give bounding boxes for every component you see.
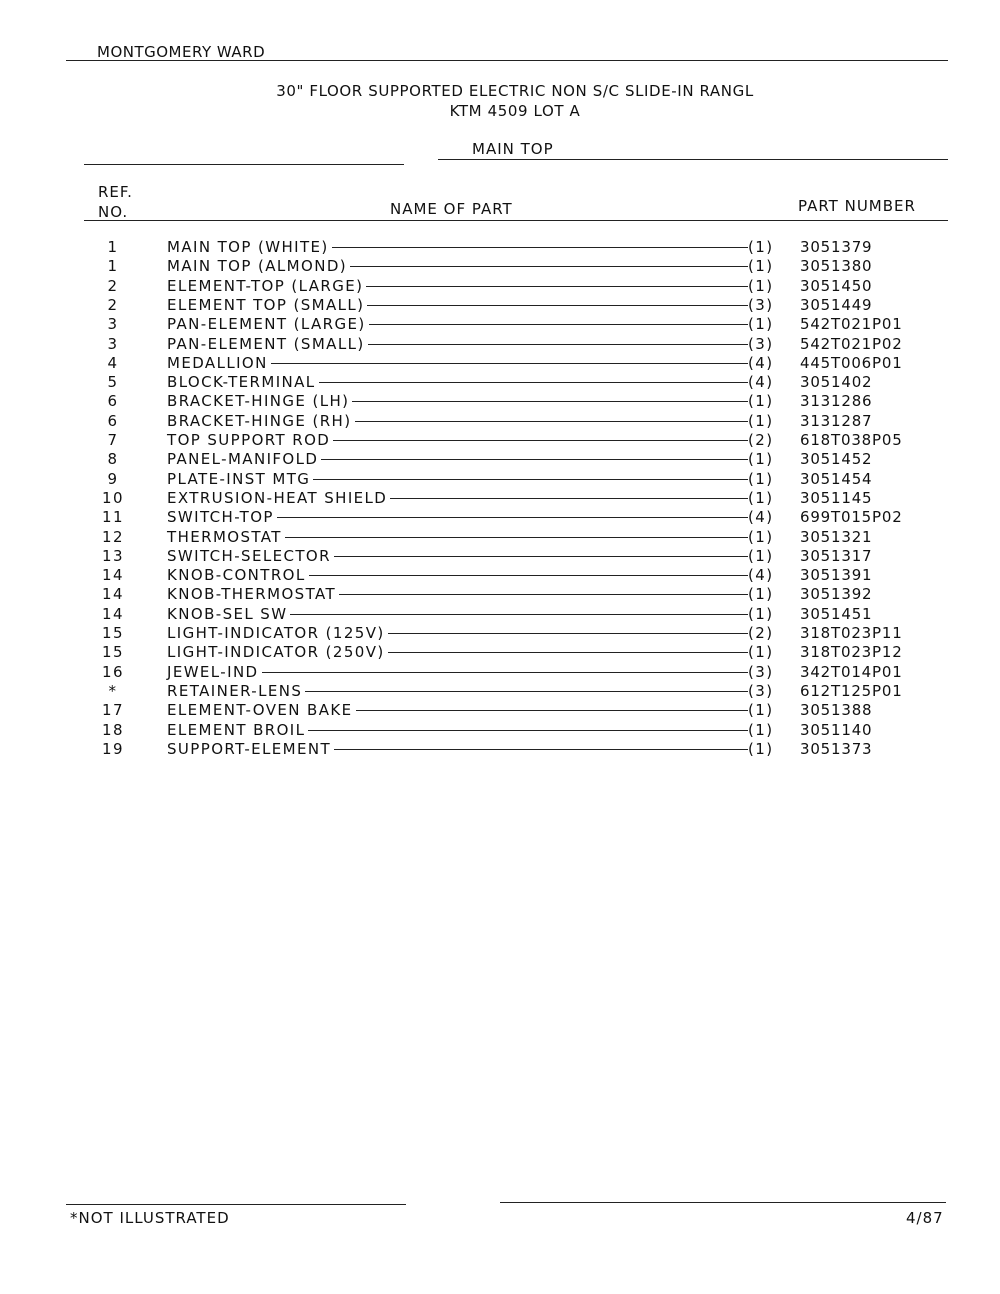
ref-number: 16 [102, 662, 124, 681]
table-row [0, 373, 1000, 392]
part-quantity: (4) [748, 353, 774, 372]
part-number: 3051321 [800, 527, 873, 546]
ref-number: * [108, 681, 118, 700]
part-quantity: (1) [748, 238, 774, 256]
ref-number: 14 [102, 566, 124, 585]
leader-line [333, 440, 748, 441]
table-row [0, 470, 1000, 489]
part-quantity: (1) [748, 488, 774, 507]
table-row [0, 740, 1000, 759]
part-number: 3051140 [800, 720, 873, 739]
ref-number: 17 [102, 701, 124, 720]
table-row [0, 296, 1000, 315]
part-number-column-header: PART NUMBER [798, 197, 916, 215]
ref-number: 19 [102, 739, 124, 758]
part-name: LIGHT-INDICATOR (250V) [167, 643, 385, 662]
ref-number: 4 [107, 353, 119, 372]
table-row [0, 392, 1000, 411]
part-number: 3131287 [800, 411, 873, 430]
ref-number: 7 [107, 431, 119, 449]
part-quantity: (3) [748, 295, 774, 314]
table-row [0, 354, 1000, 373]
ref-number: 13 [102, 546, 124, 565]
table-row [0, 450, 1000, 469]
part-quantity: (2) [748, 431, 774, 449]
table-row [0, 624, 1000, 643]
part-number: 445T006P01 [800, 353, 903, 372]
ref-number: 10 [102, 488, 124, 507]
part-quantity: (1) [748, 392, 774, 411]
ref-number: 6 [107, 392, 119, 411]
part-number: 3051380 [800, 257, 873, 276]
header-rule [66, 60, 948, 61]
ref-number: 5 [107, 373, 119, 392]
table-row [0, 257, 1000, 276]
part-name: MAIN TOP (WHITE) [167, 238, 329, 256]
table-row [0, 528, 1000, 547]
part-quantity: (1) [748, 527, 774, 546]
part-number: 3051402 [800, 373, 873, 392]
leader-line [366, 286, 748, 287]
part-name: RETAINER-LENS [167, 681, 303, 700]
part-number: 542T021P02 [800, 334, 903, 353]
part-number: 3051145 [800, 488, 873, 507]
part-number: 3051379 [800, 238, 873, 256]
part-quantity: (4) [748, 566, 774, 585]
part-quantity: (4) [748, 508, 774, 527]
part-number: 3051450 [800, 276, 873, 295]
part-quantity: (1) [748, 315, 774, 334]
leader-line [319, 382, 748, 383]
section-rule-right [438, 159, 948, 160]
part-number: 318T023P12 [800, 643, 903, 662]
part-quantity: (1) [748, 585, 774, 604]
leader-line [356, 710, 748, 711]
table-row [0, 508, 1000, 527]
part-name: PAN-ELEMENT (SMALL) [167, 334, 365, 353]
part-name: SUPPORT-ELEMENT [167, 739, 332, 758]
table-row [0, 431, 1000, 450]
part-number: 3051388 [800, 701, 873, 720]
table-row [0, 412, 1000, 431]
part-name: PLATE-INST MTG [167, 469, 311, 488]
part-name: JEWEL-IND [167, 662, 259, 681]
leader-line [277, 517, 748, 518]
part-number: 318T023P11 [800, 624, 903, 642]
table-row [0, 547, 1000, 566]
ref-column-header: REF. [98, 183, 133, 201]
part-name: BRACKET-HINGE (RH) [167, 411, 352, 430]
part-number: 542T021P01 [800, 315, 903, 334]
ref-number: 15 [102, 624, 124, 642]
leader-line [262, 672, 748, 673]
part-number: 3131286 [800, 392, 873, 411]
table-row [0, 489, 1000, 508]
table-row [0, 663, 1000, 682]
table-row [0, 605, 1000, 624]
table-row [0, 682, 1000, 701]
part-quantity: (1) [748, 720, 774, 739]
leader-line [390, 498, 748, 499]
part-number: 3051454 [800, 469, 873, 488]
part-name: SWITCH-TOP [167, 508, 274, 527]
part-number: 3051391 [800, 566, 873, 585]
ref-number: 3 [107, 315, 119, 334]
leader-line [352, 401, 748, 402]
ref-number: 15 [102, 643, 124, 662]
part-quantity: (3) [748, 334, 774, 353]
leader-line [308, 730, 748, 731]
table-row [0, 238, 1000, 257]
table-row [0, 277, 1000, 296]
part-quantity: (1) [748, 469, 774, 488]
table-row [0, 585, 1000, 604]
column-header-rule [84, 220, 948, 221]
part-quantity: (1) [748, 739, 774, 758]
ref-number: 18 [102, 720, 124, 739]
leader-line [367, 305, 748, 306]
part-name: MAIN TOP (ALMOND) [167, 257, 348, 276]
ref-number: 2 [107, 295, 119, 314]
leader-line [339, 594, 748, 595]
section-title: MAIN TOP [472, 140, 554, 158]
table-row [0, 315, 1000, 334]
leader-line [309, 575, 748, 576]
table-row [0, 643, 1000, 662]
name-column-header: NAME OF PART [390, 200, 513, 218]
ref-number: 2 [107, 276, 119, 295]
ref-number: 6 [107, 411, 119, 430]
part-number: 3051451 [800, 604, 873, 623]
part-quantity: (4) [748, 373, 774, 392]
ref-number: 12 [102, 527, 124, 546]
part-name: BRACKET-HINGE (LH) [167, 392, 350, 411]
ref-number: 1 [107, 257, 119, 276]
leader-line [321, 459, 748, 460]
leader-line [334, 749, 748, 750]
table-row [0, 721, 1000, 740]
leader-line [305, 691, 748, 692]
part-quantity: (2) [748, 624, 774, 642]
part-number: 3051317 [800, 546, 873, 565]
part-name: ELEMENT-OVEN BAKE [167, 701, 353, 720]
ref-number: 3 [107, 334, 119, 353]
table-row [0, 566, 1000, 585]
part-name: KNOB-SEL SW [167, 604, 288, 623]
leader-line [285, 537, 748, 538]
model-lot: KTM 4509 LOT A [449, 102, 581, 120]
part-name: TOP SUPPORT ROD [167, 431, 331, 449]
part-quantity: (1) [748, 701, 774, 720]
part-quantity: (1) [748, 643, 774, 662]
part-number: 3051452 [800, 450, 873, 469]
leader-line [334, 556, 748, 557]
part-quantity: (1) [748, 257, 774, 276]
part-name: ELEMENT BROIL [167, 720, 306, 739]
leader-line [350, 266, 748, 267]
leader-line [355, 421, 748, 422]
footer-rule-left [66, 1204, 406, 1205]
part-name: PAN-ELEMENT (LARGE) [167, 315, 366, 334]
part-name: KNOB-THERMOSTAT [167, 585, 337, 604]
leader-line [271, 363, 748, 364]
part-quantity: (1) [748, 411, 774, 430]
part-quantity: (1) [748, 276, 774, 295]
part-number: 342T014P01 [800, 662, 903, 681]
part-name: PANEL-MANIFOLD [167, 450, 319, 469]
part-name: EXTRUSION-HEAT SHIELD [167, 488, 388, 507]
ref-number: 14 [102, 585, 124, 604]
ref-number: 14 [102, 604, 124, 623]
part-number: 3051392 [800, 585, 873, 604]
ref-number: 8 [107, 450, 119, 469]
part-number: 699T015P02 [800, 508, 903, 527]
part-number: 3051449 [800, 295, 873, 314]
part-number: 618T038P05 [800, 431, 903, 449]
leader-line [388, 652, 748, 653]
section-rule-left [84, 164, 404, 165]
part-name: ELEMENT TOP (SMALL) [167, 295, 365, 314]
part-quantity: (3) [748, 662, 774, 681]
part-quantity: (1) [748, 604, 774, 623]
revision-date: 4/87 [906, 1209, 944, 1227]
part-name: MEDALLION [167, 353, 268, 372]
table-row [0, 335, 1000, 354]
leader-line [290, 614, 748, 615]
part-quantity: (1) [748, 450, 774, 469]
part-name: BLOCK-TERMINAL [167, 373, 316, 392]
footer-rule-right [500, 1202, 946, 1203]
leader-line [332, 247, 748, 248]
document-title: 30" FLOOR SUPPORTED ELECTRIC NON S/C SLIDE-IN RANGL [276, 82, 754, 100]
ref-number: 11 [102, 508, 124, 527]
leader-line [388, 633, 748, 634]
leader-line [369, 324, 748, 325]
part-quantity: (1) [748, 546, 774, 565]
not-illustrated-note: *NOT ILLUSTRATED [70, 1209, 230, 1227]
brand-name: MONTGOMERY WARD [97, 43, 266, 61]
part-name: LIGHT-INDICATOR (125V) [167, 624, 385, 642]
part-name: SWITCH-SELECTOR [167, 546, 331, 565]
part-number: 612T125P01 [800, 681, 903, 700]
part-number: 3051373 [800, 739, 873, 758]
part-name: ELEMENT-TOP (LARGE) [167, 276, 364, 295]
part-name: THERMOSTAT [167, 527, 282, 546]
ref-number: 1 [107, 238, 119, 256]
no-column-header: NO. [98, 203, 129, 221]
leader-line [368, 344, 748, 345]
table-row [0, 701, 1000, 720]
ref-number: 9 [107, 469, 119, 488]
leader-line [313, 479, 748, 480]
part-name: KNOB-CONTROL [167, 566, 306, 585]
part-quantity: (3) [748, 681, 774, 700]
